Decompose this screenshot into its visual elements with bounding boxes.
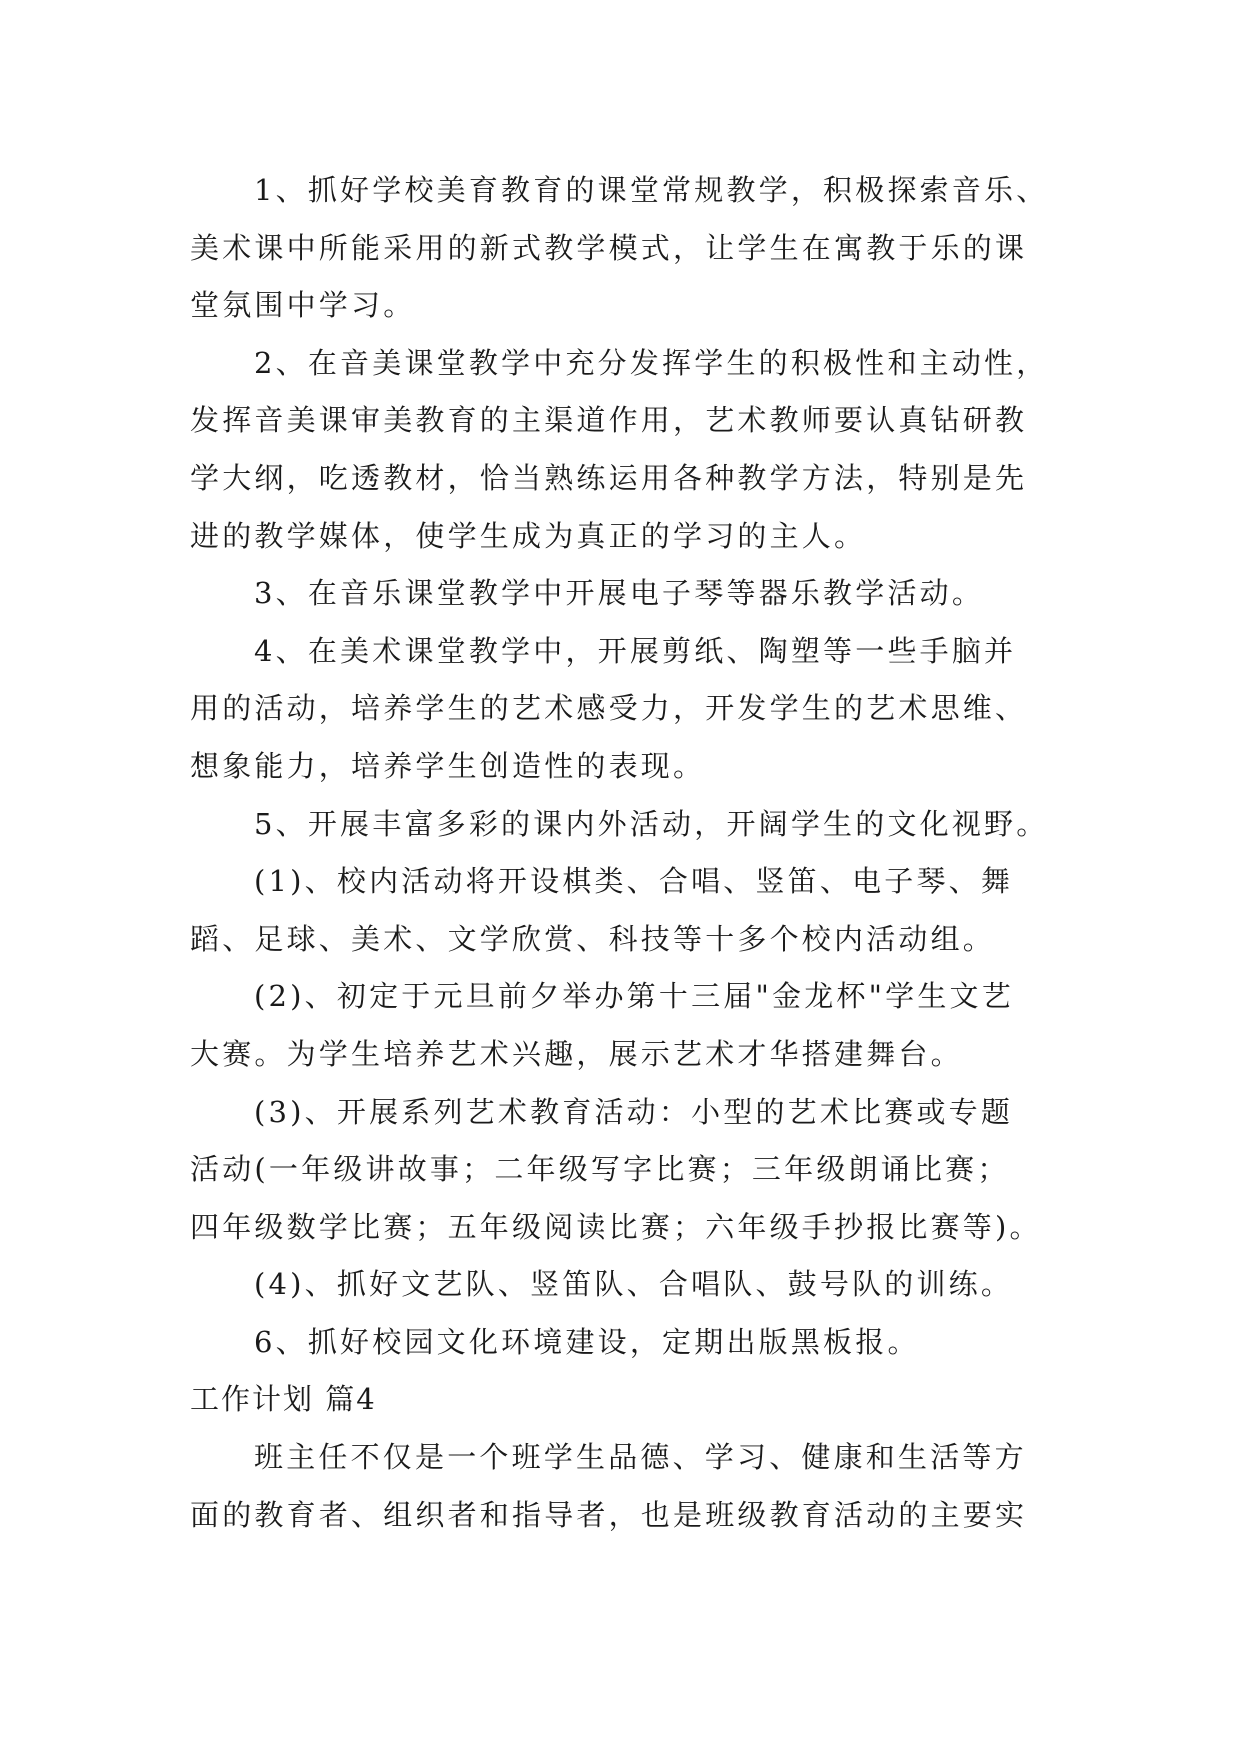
document-body [190,162,1070,1544]
text-line: 2、在音美课堂教学中充分发挥学生的积极性和主动性， [254,345,1049,380]
text-line: 1、抓好学校美育教育的课堂常规教学，积极探索音乐、 [254,173,1049,207]
text-line: 发挥音美课审美教育的主渠道作用，艺术教师要认真钻研教 [190,403,1028,438]
text-line: 3、在音乐课堂教学中开展电子琴等器乐教学活动。 [254,576,985,611]
text-line: (1)、校内活动将开设棋类、合唱、竖笛、电子琴、舞 [254,864,1014,899]
text-line: 想象能力，培养学生创造性的表现。 [190,748,706,783]
text-line: (3)、开展系列艺术教育活动：小型的艺术比赛或专题 [254,1094,1014,1129]
text-line: 活动(一年级讲故事；二年级写字比赛；三年级朗诵比赛； [190,1152,1010,1187]
text-line: 学大纲，吃透教材，恰当熟练运用各种教学方法，特别是先 [190,460,1028,495]
text-line: 用的活动，培养学生的艺术感受力，开发学生的艺术思维、 [190,691,1028,726]
text-line: 大赛。为学生培养艺术兴趣，展示艺术才华搭建舞台。 [190,1036,963,1071]
text-line: (4)、抓好文艺队、竖笛队、合唱队、鼓号队的训练。 [254,1267,1014,1302]
text-line: (2)、初定于元旦前夕举办第十三届"金龙杯"学生文艺 [254,979,1014,1014]
text-line: 蹈、足球、美术、文学欣赏、科技等十多个校内活动组。 [190,921,996,956]
text-line: 四年级数学比赛；五年级阅读比赛；六年级手抄报比赛等)。 [190,1209,1042,1244]
text-line: 6、抓好校园文化环境建设，定期出版黑板报。 [254,1324,920,1359]
text-line: 堂氛围中学习。 [190,288,416,323]
text-line: 班主任不仅是一个班学生品德、学习、健康和生活等方 [254,1440,1027,1475]
text-line: 面的教育者、组织者和指导者，也是班级教育活动的主要实 [190,1497,1028,1532]
section-heading: 工作计划 篇4 [190,1382,377,1417]
text-line: 5、开展丰富多彩的课内外活动，开阔学生的文化视野。 [254,806,1049,841]
text-line: 4、在美术课堂教学中，开展剪纸、陶塑等一些手脑并 [254,633,1017,668]
text-line: 美术课中所能采用的新式教学模式，让学生在寓教于乐的课 [190,230,1028,265]
text-line: 进的教学媒体，使学生成为真正的学习的主人。 [190,518,867,553]
